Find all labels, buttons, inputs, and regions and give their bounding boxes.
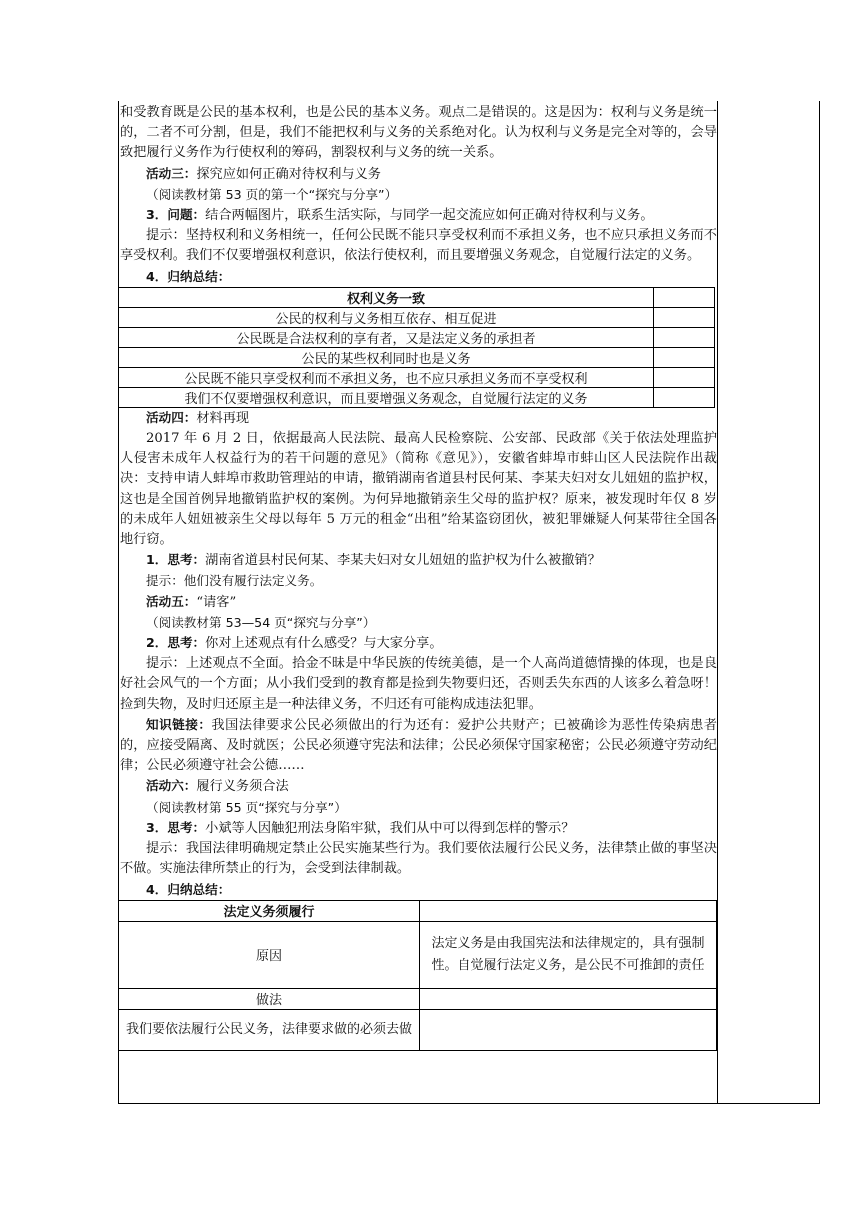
lesson-content: [120, 101, 717, 1051]
table-header: 权利义务一致: [119, 287, 654, 307]
knowledge-link: 知识链接：我国法律要求公民必须做出的行为还有：爱护公共财产；已被确诊为恶性传染病患者的，应接受隔离、及时就医；公民必须遵守宪法和法律；公民必须保守国家秘密；公民必须遵守劳动纪律；公民必须遵守社会公德……: [120, 716, 717, 774]
method-text: 我们要依法履行公民义务，法律要求做的必须去做: [119, 1009, 420, 1050]
table-row: [119, 367, 715, 387]
activity3-reading: （阅读教材第 53 页的第一个“探究与分享”）: [146, 186, 398, 202]
table-row: [119, 387, 715, 407]
rights-duties-table: [118, 287, 715, 408]
reason-text: 法定义务是由我国宪法和法律规定的，具有强制性。自觉履行法定义务，是公民不可推卸的责任: [420, 921, 717, 988]
table-cell: 公民既是合法权利的享有者，又是法定义务的承担者: [119, 327, 654, 347]
table-row: [119, 287, 715, 307]
table-row: [119, 921, 717, 988]
activity5-title: 活动五：“请客”: [146, 593, 237, 610]
activity3-question: 3．问题：结合两幅图片，联系生活实际，与同学一起交流应如何正确对待权利与义务。: [146, 207, 654, 224]
table-row: [119, 1009, 717, 1050]
activity5-hint: 提示：上述观点不全面。拾金不昧是中华民族的传统美德，是一个人高尚道德情操的体现，也是良好社会风气的一个方面；从小我们受到的教育都是捡到失物要归还，否则丢失东西的人该多么着急呀！捡到失物，及时归还原主是一种法律义务，不归还有可能构成违法犯罪。: [120, 656, 717, 712]
activity6-question: 3．思考：小斌等人因触犯刑法身陷牢狱，我们从中可以得到怎样的警示？: [146, 819, 575, 836]
table-row: [119, 327, 715, 347]
table-row: [119, 900, 717, 921]
table-cell: 公民的某些权利同时也是义务: [119, 347, 654, 367]
table-row: [119, 347, 715, 367]
activity6-summary-label: 4．归纳总结：: [146, 881, 231, 897]
activity4-question: 1．思考：湖南省道县村民何某、李某夫妇对女儿妞妞的监护权为什么被撤销？: [146, 552, 601, 569]
legal-duty-table: [118, 900, 717, 1051]
table-cell: 公民的权利与义务相互依存、相互促进: [119, 307, 654, 327]
column-divider: [717, 101, 718, 1104]
table-cell: 我们不仅要增强权利意识，而且要增强义务观念，自觉履行法定的义务: [119, 387, 654, 407]
activity3-title: 活动三：探究应如何正确对待权利与义务: [146, 165, 381, 182]
activity6-title: 活动六：履行义务须合法: [146, 778, 289, 795]
activity4-material: 2017 年 6 月 2 日，依据最高人民法院、最高人民检察院、公安部、民政部《关于依法处理监护人侵害未成年人权益行为的若干问题的意见》（简称《意见》），安徽省蚌埠市蚌山区人民法院作出裁决：支持申请人蚌埠市救助管理站的申请，撤销湖南省道县村民何某、李某夫妇对女儿妞妞的监护权，这也是全国首例异地撤销监护权的案例。为何异地撤销亲生父母的监护权？原来，被发现时年仅 8 岁的未成年人妞妞被亲生父母以每年 5 万元的租金“出租”给某盗窃团伙，被犯罪嫌疑人何某带往全国各地行窃。: [120, 431, 717, 548]
activity4-hint: 提示：他们没有履行法定义务。: [146, 573, 323, 589]
table-row: [119, 988, 717, 1009]
activity5-reading: （阅读教材第 53—54 页“探究与分享”）: [146, 614, 376, 630]
table-cell: 公民既不能只享受权利而不承担义务，也不应只承担义务而不享受权利: [119, 367, 654, 387]
activity3-hint: 提示：坚持权利和义务相统一，任何公民既不能只享受权利而不承担义务，也不应只承担义务而不享受权利。我们不仅要增强权利意识，依法行使权利，而且要增强义务观念，自觉履行法定的义务。: [120, 228, 717, 264]
activity6-hint: 提示：我国法律明确规定禁止公民实施某些行为。我们要依法履行公民义务，法律禁止做的事坚决不做。实施法律所禁止的行为，会受到法律制裁。: [120, 841, 717, 877]
activity6-reading: （阅读教材第 55 页“探究与分享”）: [146, 799, 347, 815]
method-label: 做法: [119, 988, 420, 1009]
activity3-summary-label: 4．归纳总结：: [146, 268, 231, 284]
reason-label: 原因: [119, 921, 420, 988]
paragraph-conclusion: 和受教育既是公民的基本权利，也是公民的基本义务。观点二是错误的。这是因为：权利与义务是统一的，二者不可分割，但是，我们不能把权利与义务的关系绝对化。认为权利与义务是完全对等的，会导致把履行义务作为行使权利的筹码，割裂权利与义务的统一关系。: [120, 105, 717, 161]
activity5-question: 2．思考：你对上述观点有什么感受？与大家分享。: [146, 635, 443, 652]
table-header: 法定义务须履行: [119, 900, 420, 921]
table-row: [119, 307, 715, 327]
activity4-title: 活动四：材料再现: [146, 409, 250, 426]
